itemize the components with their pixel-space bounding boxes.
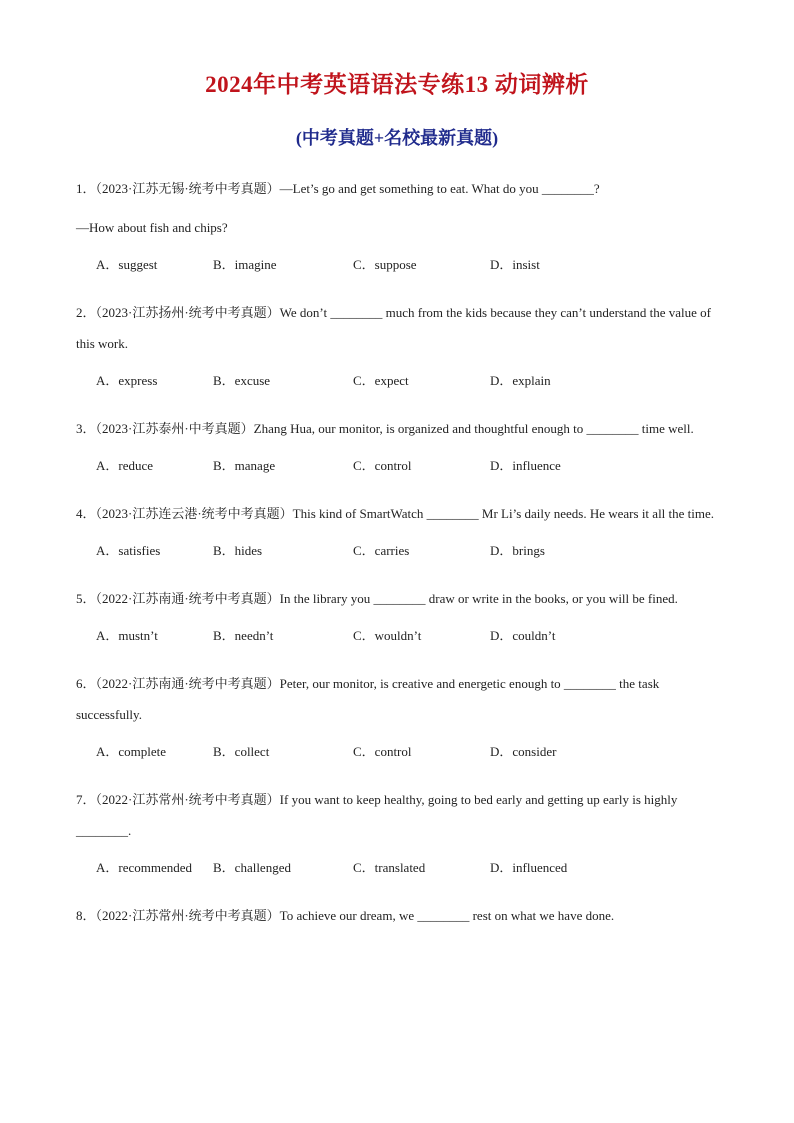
option-c[interactable]: C．control xyxy=(353,744,412,759)
question-stem: 5．（2022·江苏南通·统考中考真题）In the library you ________ draw or write in the books, or you will be fined. xyxy=(76,591,678,606)
option-a[interactable]: A．reduce xyxy=(96,458,154,473)
answer-options xyxy=(76,540,716,566)
option-a[interactable]: A．complete xyxy=(96,744,167,759)
option-d[interactable]: D．consider xyxy=(490,744,557,759)
option-b[interactable]: B．manage xyxy=(213,458,276,473)
question-3 xyxy=(76,413,716,481)
question-4 xyxy=(76,498,716,566)
question-5 xyxy=(76,583,716,651)
question-1 xyxy=(76,173,716,280)
option-b[interactable]: B．collect xyxy=(213,744,270,759)
option-d[interactable]: D．couldn’t xyxy=(490,628,556,643)
option-c[interactable]: C．expect xyxy=(353,373,409,388)
question-stem: 8．（2022·江苏常州·统考中考真题）To achieve our dream, we ________ rest on what we have done. xyxy=(76,908,615,923)
answer-options xyxy=(76,741,716,767)
option-d[interactable]: D．brings xyxy=(490,543,545,558)
answer-options xyxy=(76,370,716,396)
option-a[interactable]: A．satisfies xyxy=(96,543,161,558)
option-d[interactable]: D．explain xyxy=(490,373,551,388)
answer-options xyxy=(76,455,716,481)
option-d[interactable]: D．insist xyxy=(490,257,540,272)
answer-options xyxy=(76,857,716,883)
answer-options xyxy=(76,254,716,280)
option-a[interactable]: A．recommended xyxy=(96,860,193,875)
question-stem: 1．（2023·江苏无锡·统考中考真题）—Let’s go and get something to eat. What do you ________? xyxy=(76,181,600,196)
question-stem: 6．（2022·江苏南通·统考中考真题）Peter, our monitor, is creative and energetic enough to ________ the task successfully. xyxy=(76,676,660,722)
option-b[interactable]: B．challenged xyxy=(213,860,291,875)
option-b[interactable]: B．excuse xyxy=(213,373,271,388)
question-8 xyxy=(76,900,716,931)
option-a[interactable]: A．mustn’t xyxy=(96,628,158,643)
question-stem: 4．（2023·江苏连云港·统考中考真题）This kind of SmartWatch ________ Mr Li’s daily needs. He wears it all the time. xyxy=(76,506,715,521)
question-list xyxy=(76,173,716,931)
page-title: 2024年中考英语语法专练13 动词辨析 xyxy=(205,72,589,97)
option-c[interactable]: C．suppose xyxy=(353,257,417,272)
question-stem: 7．（2022·江苏常州·统考中考真题）If you want to keep healthy, going to bed early and getting up early is highly ________. xyxy=(76,792,678,838)
question-2 xyxy=(76,297,716,396)
option-d[interactable]: D．influence xyxy=(490,458,561,473)
question-7 xyxy=(76,784,716,883)
option-b[interactable]: B．needn’t xyxy=(213,628,274,643)
question-6 xyxy=(76,668,716,767)
option-a[interactable]: A．suggest xyxy=(96,257,158,272)
option-a[interactable]: A．express xyxy=(96,373,158,388)
question-stem: 3．（2023·江苏泰州·中考真题）Zhang Hua, our monitor, is organized and thoughtful enough to ________ time well. xyxy=(76,421,694,436)
option-c[interactable]: C．wouldn’t xyxy=(353,628,422,643)
option-b[interactable]: B．imagine xyxy=(213,257,277,272)
answer-options xyxy=(76,625,716,651)
question-dialogue-reply: —How about fish and chips? xyxy=(76,220,228,235)
option-b[interactable]: B．hides xyxy=(213,543,263,558)
option-c[interactable]: C．carries xyxy=(353,543,410,558)
option-d[interactable]: D．influenced xyxy=(490,860,568,875)
page-subtitle: (中考真题+名校最新真题) xyxy=(295,128,499,148)
question-stem: 2．（2023·江苏扬州·统考中考真题）We don’t ________ much from the kids because they can’t understand the value of this work. xyxy=(76,305,711,351)
option-c[interactable]: C．translated xyxy=(353,860,426,875)
option-c[interactable]: C．control xyxy=(353,458,412,473)
